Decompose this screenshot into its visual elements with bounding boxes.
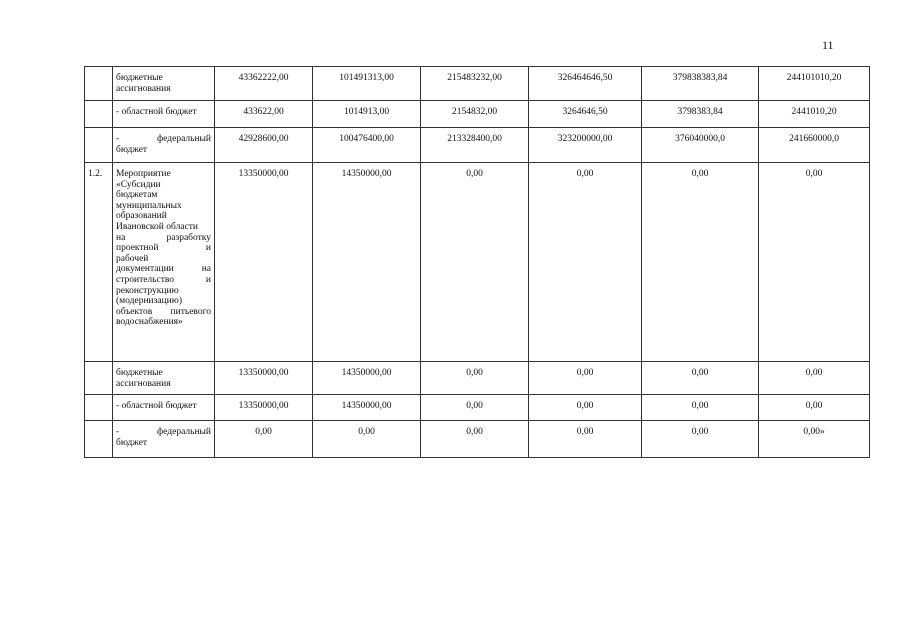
row-name-line: бюджет: [116, 437, 148, 448]
value-cell: 0,00: [529, 395, 642, 421]
value-cell: 0,00: [529, 163, 642, 362]
value-cell: 376040000,0: [642, 128, 759, 163]
value-cell: 13350000,00: [215, 395, 313, 421]
table-row: [85, 362, 870, 395]
page-number: 11: [822, 38, 834, 52]
measure-name-line: рабочей: [116, 253, 149, 264]
value-cell: 100476400,00: [313, 128, 421, 163]
value-cell: 0,00: [529, 421, 642, 458]
value-cell: 3798383,84: [642, 101, 759, 128]
measure-name-line: (модернизацию): [116, 296, 183, 307]
row-number-cell: [85, 101, 113, 128]
measure-row: [85, 163, 870, 362]
value-cell: 14350000,00: [313, 395, 421, 421]
value-cell: 1014913,00: [313, 101, 421, 128]
measure-name-line: водоснабжения»: [116, 317, 183, 328]
value-cell: 215483232,00: [421, 67, 529, 101]
row-number-cell: [85, 395, 113, 421]
table-row: [85, 421, 870, 458]
value-cell: 43362222,00: [215, 67, 313, 101]
value-cell: 0,00: [642, 362, 759, 395]
value-cell: 0,00: [759, 163, 870, 362]
row-name-cell: - областной бюджет: [113, 395, 215, 421]
measure-name-line: проектной и: [116, 243, 211, 254]
value-cell: 0,00: [421, 163, 529, 362]
table-row: [85, 395, 870, 421]
value-cell: 0,00: [642, 421, 759, 458]
value-cell: 13350000,00: [215, 163, 313, 362]
value-cell: 14350000,00: [313, 163, 421, 362]
row-number-cell: [85, 128, 113, 163]
measure-name-line: Мероприятие: [116, 169, 171, 179]
value-cell: 0,00: [642, 163, 759, 362]
table-row: [85, 128, 870, 163]
measure-name-line: объектов питьевого: [116, 306, 211, 317]
row-name-cell: [113, 128, 215, 163]
row-name-line: бюджет: [116, 144, 148, 155]
measure-name-line: образований: [116, 211, 167, 222]
value-cell: 0,00: [215, 421, 313, 458]
row-number-cell: [85, 67, 113, 101]
value-cell: 379838383,84: [642, 67, 759, 101]
value-cell: 0,00»: [759, 421, 870, 458]
value-cell: 0,00: [421, 421, 529, 458]
value-cell: 0,00: [642, 395, 759, 421]
value-cell: 244101010,20: [759, 67, 870, 101]
row-name-cell: бюджетные ассигнования: [113, 67, 215, 101]
measure-name-cell: [113, 163, 215, 362]
row-number-cell: [85, 362, 113, 395]
row-name-cell: - областной бюджет: [113, 101, 215, 128]
value-cell: 326464646,50: [529, 67, 642, 101]
value-cell: 14350000,00: [313, 362, 421, 395]
value-cell: 42928600,00: [215, 128, 313, 163]
value-cell: 0,00: [421, 395, 529, 421]
value-cell: 433622,00: [215, 101, 313, 128]
value-cell: 0,00: [759, 362, 870, 395]
row-name-cell: [113, 421, 215, 458]
value-cell: 3264646,50: [529, 101, 642, 128]
value-cell: 2441010,20: [759, 101, 870, 128]
value-cell: 0,00: [759, 395, 870, 421]
table-row: [85, 101, 870, 128]
row-name-line: - федеральный: [116, 134, 211, 144]
value-cell: 323200000,00: [529, 128, 642, 163]
value-cell: 0,00: [313, 421, 421, 458]
measure-name-line: муниципальных: [116, 200, 182, 211]
measure-name-line: документации на: [116, 264, 211, 275]
row-number-cell: [85, 421, 113, 458]
row-name-cell: бюджетные ассигнования: [113, 362, 215, 395]
budget-table: [84, 66, 870, 458]
value-cell: 0,00: [529, 362, 642, 395]
value-cell: 241660000,0: [759, 128, 870, 163]
measure-number: 1.2.: [85, 163, 113, 362]
measure-name-line: реконструкцию: [116, 285, 179, 296]
value-cell: 0,00: [421, 362, 529, 395]
value-cell: 213328400,00: [421, 128, 529, 163]
value-cell: 2154832,00: [421, 101, 529, 128]
value-cell: 13350000,00: [215, 362, 313, 395]
measure-name-line: бюджетам: [116, 190, 158, 201]
value-cell: 101491313,00: [313, 67, 421, 101]
measure-name-line: «Субсидии: [116, 179, 161, 190]
table-row: [85, 67, 870, 101]
measure-name-line: на разработку: [116, 232, 211, 243]
measure-name-line: Ивановской области: [116, 221, 199, 232]
row-name-line: - федеральный: [116, 427, 211, 437]
measure-name-line: строительство и: [116, 274, 211, 285]
